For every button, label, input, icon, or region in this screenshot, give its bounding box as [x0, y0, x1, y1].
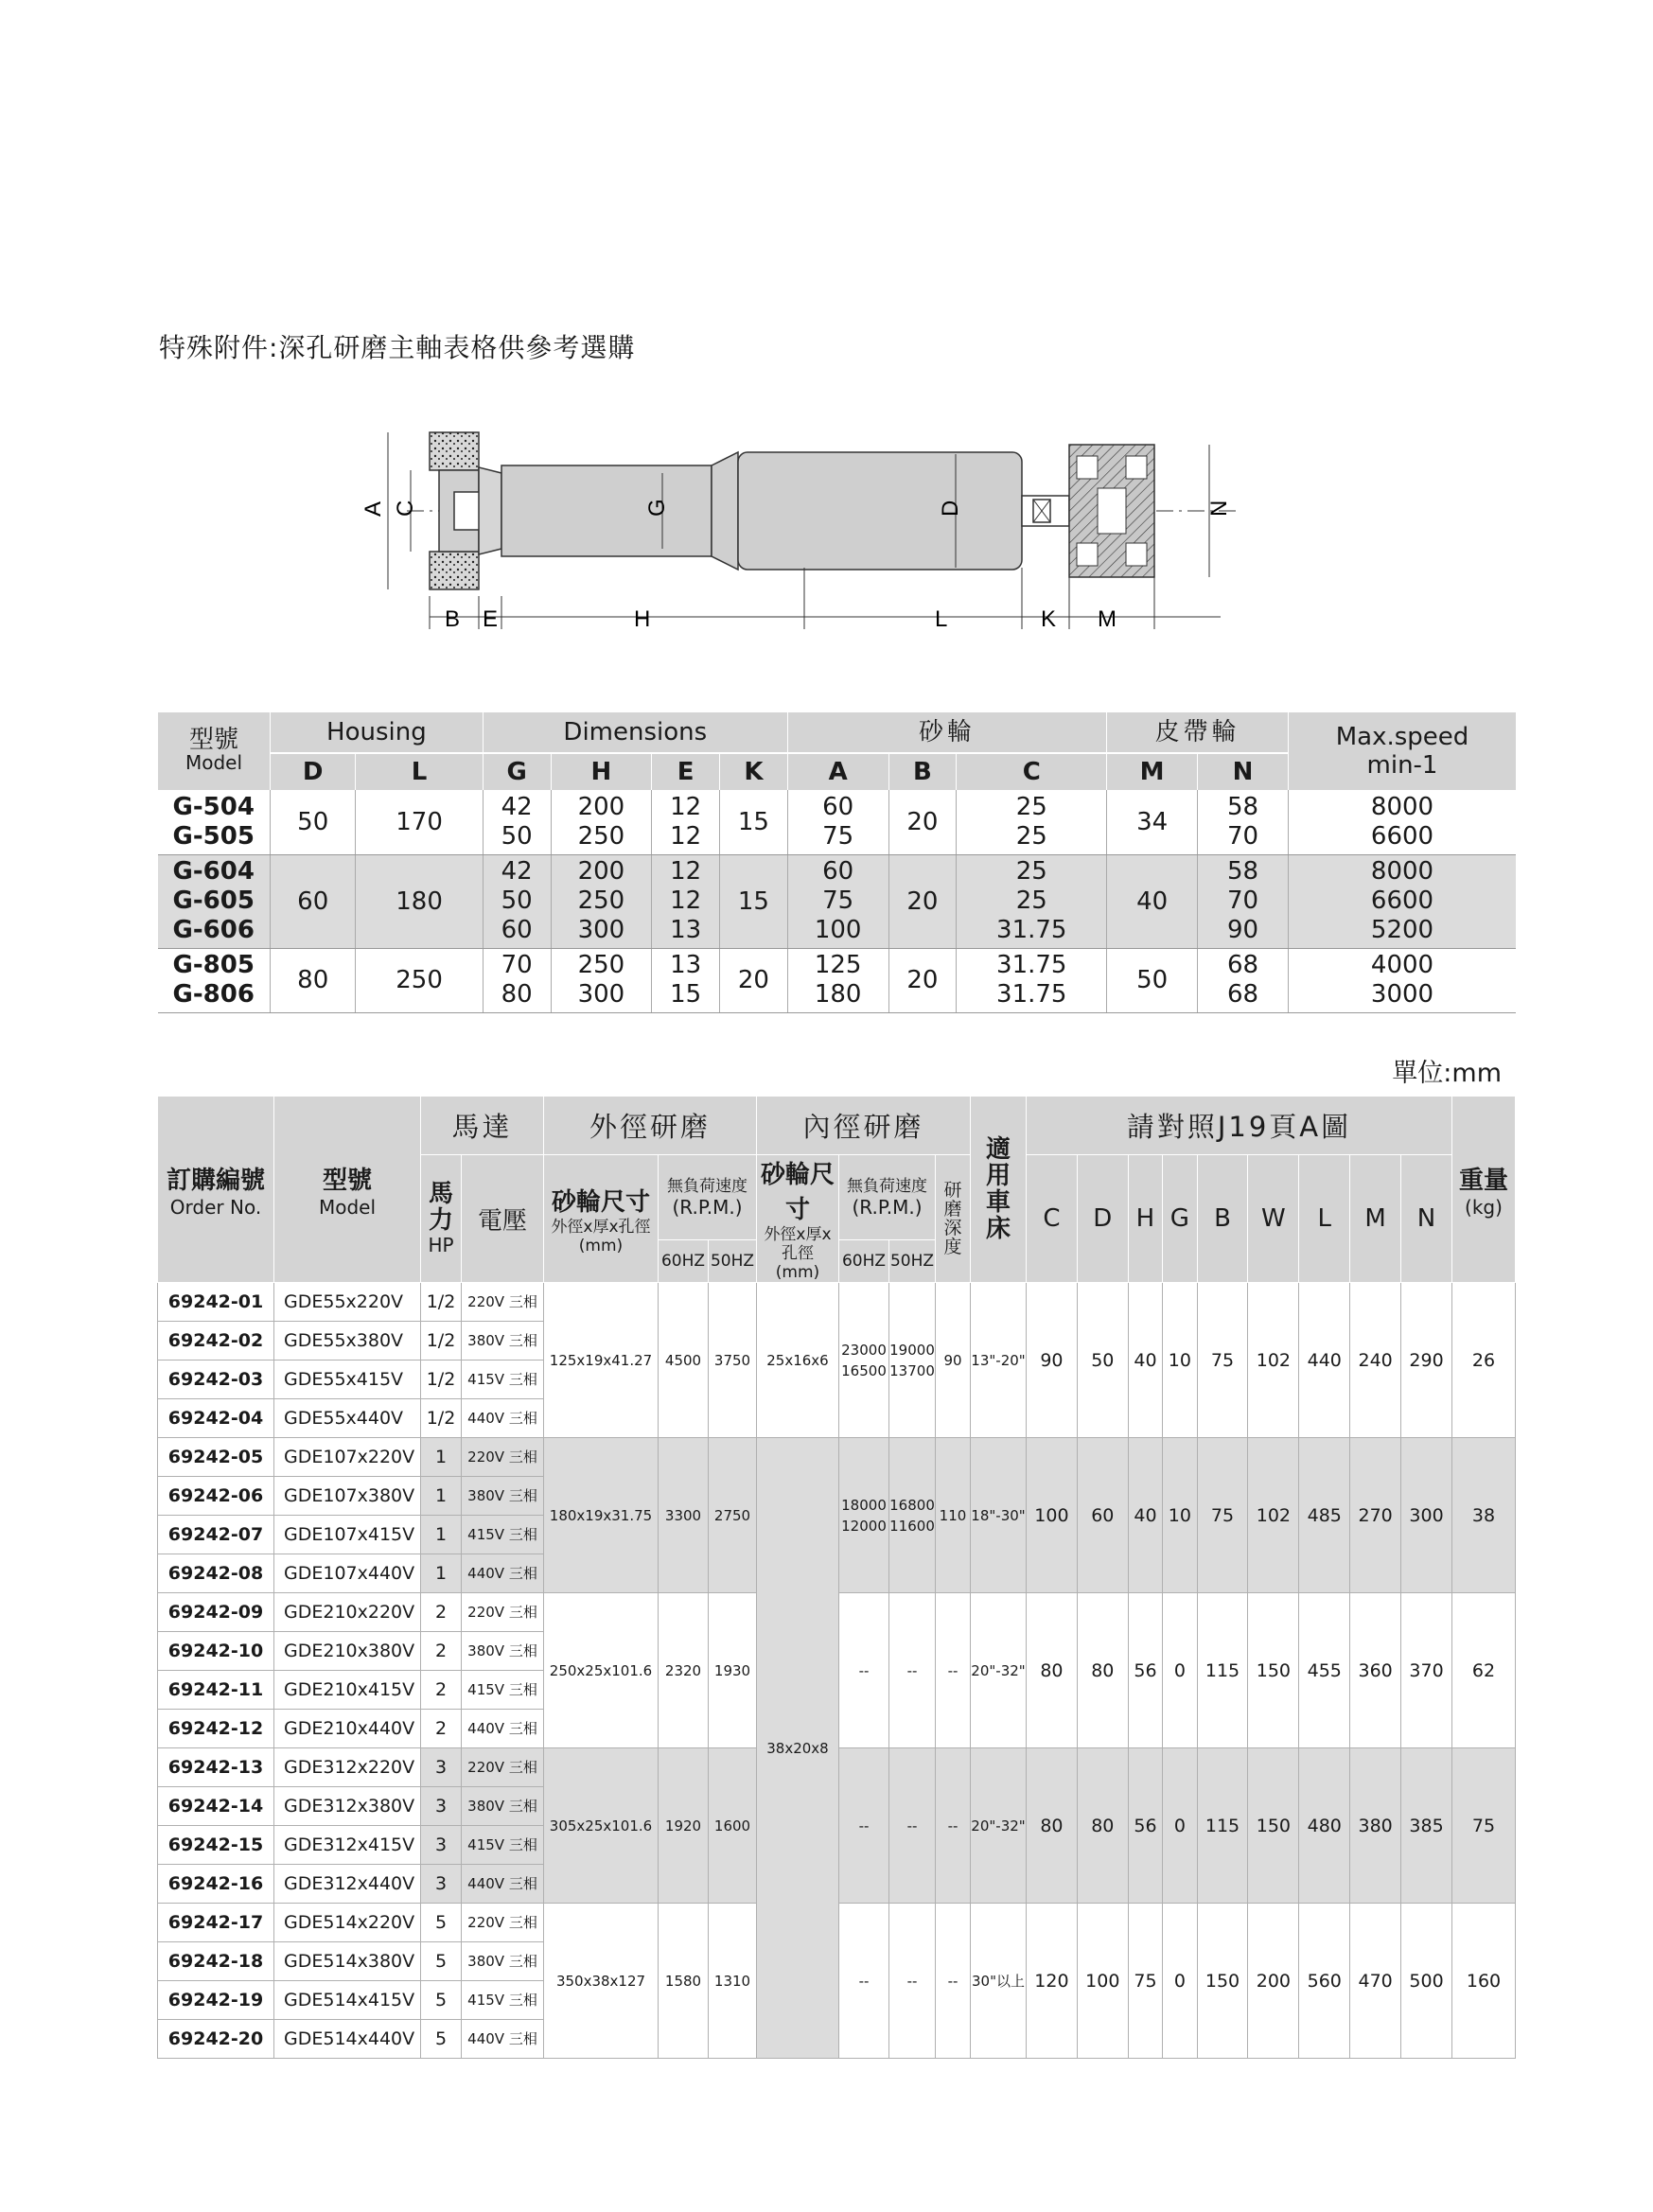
table-row	[158, 1438, 1516, 1477]
dim-G-header: G	[1163, 1155, 1197, 1283]
order-model: GDE55x220V	[274, 1283, 421, 1322]
order-model: GDE210x220V	[274, 1593, 421, 1632]
order-model: GDE55x440V	[274, 1399, 421, 1438]
grinding-depth: --	[936, 1748, 971, 1904]
pulley-header: 皮帶輪	[1107, 712, 1289, 753]
label-E: E	[483, 606, 499, 632]
order-voltage: 415V 三相	[462, 1826, 544, 1865]
id-50hz-header: 50HZ	[889, 1240, 936, 1283]
ref-header: 請對照J19頁A圖	[1027, 1097, 1452, 1155]
dim-N: 385	[1401, 1748, 1452, 1904]
spec-M: 50	[1107, 948, 1198, 1012]
order-code: 69242-10	[158, 1632, 274, 1671]
order-code: 69242-20	[158, 2020, 274, 2059]
order-model: GDE514x415V	[274, 1981, 421, 2020]
dim-L: 455	[1299, 1593, 1350, 1748]
spec-C: 25 25 31.75	[957, 854, 1107, 948]
dim-D-header: D	[1077, 1155, 1128, 1283]
order-model: GDE312x380V	[274, 1787, 421, 1826]
dim-G: 10	[1163, 1283, 1197, 1438]
spec-table	[157, 712, 1516, 1013]
order-model: GDE55x415V	[274, 1361, 421, 1399]
order-hp: 3	[421, 1826, 462, 1865]
spec-speed: 4000 3000	[1289, 948, 1517, 1012]
spec-col-M: M	[1107, 753, 1198, 790]
spec-col-A: A	[787, 753, 888, 790]
spec-col-N: N	[1198, 753, 1289, 790]
spec-K: 15	[720, 790, 788, 854]
lathe-size: 20"-32"	[971, 1593, 1027, 1748]
spec-E: 13 15	[652, 948, 720, 1012]
order-code: 69242-06	[158, 1477, 274, 1516]
order-hp: 2	[421, 1593, 462, 1632]
housing-header: Housing	[271, 712, 484, 753]
order-model: GDE107x440V	[274, 1554, 421, 1593]
spec-col-C: C	[957, 753, 1107, 790]
order-code: 69242-18	[158, 1942, 274, 1981]
spec-models: G-504 G-505	[158, 790, 271, 854]
order-model: GDE210x380V	[274, 1632, 421, 1671]
order-code: 69242-03	[158, 1361, 274, 1399]
order-voltage: 440V 三相	[462, 2020, 544, 2059]
order-model: GDE514x220V	[274, 1904, 421, 1942]
grinding-depth: --	[936, 1593, 971, 1748]
hp-header: 馬力 HP	[421, 1155, 462, 1283]
spec-col-E: E	[652, 753, 720, 790]
od-rpm-60hz: 1580	[659, 1904, 709, 2059]
dim-L: 440	[1299, 1283, 1350, 1438]
dim-B: 75	[1197, 1438, 1248, 1593]
order-voltage: 440V 三相	[462, 1399, 544, 1438]
order-hp: 5	[421, 1904, 462, 1942]
order-code: 69242-05	[158, 1438, 274, 1477]
order-hp: 5	[421, 1981, 462, 2020]
model-header: 型號 Model	[158, 712, 271, 790]
order-voltage: 415V 三相	[462, 1516, 544, 1554]
spec-col-K: K	[720, 753, 788, 790]
spec-D: 80	[271, 948, 356, 1012]
order-hp: 1	[421, 1477, 462, 1516]
order-voltage: 415V 三相	[462, 1671, 544, 1710]
dim-N: 500	[1401, 1904, 1452, 2059]
order-hp: 3	[421, 1865, 462, 1904]
order-no-header: 訂購編號 Order No.	[158, 1097, 274, 1283]
dim-N: 370	[1401, 1593, 1452, 1748]
lathe-size: 18"-30"	[971, 1438, 1027, 1593]
order-hp: 1/2	[421, 1322, 462, 1361]
label-B: B	[445, 606, 461, 632]
od-rpm-50hz: 1310	[709, 1904, 757, 2059]
order-voltage: 220V 三相	[462, 1593, 544, 1632]
dim-C: 120	[1027, 1904, 1078, 2059]
order-code: 69242-15	[158, 1826, 274, 1865]
dim-M: 360	[1350, 1593, 1401, 1748]
id-rpm-50hz: 16800 11600	[889, 1438, 936, 1593]
unit-label: 單位:mm	[1392, 1059, 1502, 1088]
id-rpm-50hz: --	[889, 1748, 936, 1904]
od-rpm-60hz: 3300	[659, 1438, 709, 1593]
weight-header: 重量 (kg)	[1452, 1097, 1516, 1283]
spec-E: 12 12	[652, 790, 720, 854]
page-title: 特殊附件:深孔研磨主軸表格供參考選購	[159, 332, 636, 363]
id-size-header: 砂輪尺寸 外徑x厚x孔徑 (mm)	[757, 1155, 839, 1283]
id-rpm-50hz: --	[889, 1593, 936, 1748]
spec-G: 42 50 60	[483, 854, 551, 948]
order-voltage: 415V 三相	[462, 1981, 544, 2020]
spec-G: 42 50	[483, 790, 551, 854]
od-wheel-size: 125x19x41.27	[544, 1283, 659, 1438]
weight-value: 38	[1452, 1438, 1516, 1593]
spec-H: 200 250 300	[551, 854, 652, 948]
id-rpm-60hz: 23000 16500	[839, 1283, 889, 1438]
spec-col-D: D	[271, 753, 356, 790]
spec-L: 170	[356, 790, 483, 854]
dim-W: 150	[1248, 1593, 1299, 1748]
spec-E: 12 12 13	[652, 854, 720, 948]
spec-M: 34	[1107, 790, 1198, 854]
dim-C: 100	[1027, 1438, 1078, 1593]
dim-G: 10	[1163, 1438, 1197, 1593]
id-wheel-size-shared: 38x20x8	[757, 1438, 839, 2059]
spec-C: 31.75 31.75	[957, 948, 1107, 1012]
spindle-diagram	[350, 416, 1258, 653]
dim-C: 80	[1027, 1748, 1078, 1904]
spec-L: 180	[356, 854, 483, 948]
order-code: 69242-09	[158, 1593, 274, 1632]
order-code: 69242-12	[158, 1710, 274, 1748]
order-hp: 1/2	[421, 1283, 462, 1322]
weight-value: 160	[1452, 1904, 1516, 2059]
order-voltage: 220V 三相	[462, 1438, 544, 1477]
label-L: L	[935, 606, 948, 632]
od-rpm-60hz: 4500	[659, 1283, 709, 1438]
dim-L: 480	[1299, 1748, 1350, 1904]
order-voltage: 220V 三相	[462, 1748, 544, 1787]
dim-W: 200	[1248, 1904, 1299, 2059]
od-rpm-50hz: 1930	[709, 1593, 757, 1748]
order-hp: 3	[421, 1748, 462, 1787]
order-model: GDE107x415V	[274, 1516, 421, 1554]
spec-row	[158, 948, 1517, 1012]
od-grinding-header: 外徑研磨	[544, 1097, 757, 1155]
order-voltage: 440V 三相	[462, 1554, 544, 1593]
dim-L-header: L	[1299, 1155, 1350, 1283]
weight-value: 75	[1452, 1748, 1516, 1904]
dim-M: 240	[1350, 1283, 1401, 1438]
depth-header: 研磨深度	[936, 1155, 971, 1283]
dim-H: 56	[1128, 1593, 1162, 1748]
order-model: GDE210x415V	[274, 1671, 421, 1710]
spec-B: 20	[888, 948, 957, 1012]
lathe-size: 30"以上	[971, 1904, 1027, 2059]
dim-H: 40	[1128, 1283, 1162, 1438]
order-code: 69242-11	[158, 1671, 274, 1710]
order-code: 69242-19	[158, 1981, 274, 2020]
label-H: H	[634, 606, 651, 632]
order-hp: 5	[421, 1942, 462, 1981]
label-G: G	[644, 499, 670, 517]
grinding-depth: 110	[936, 1438, 971, 1593]
dim-C: 80	[1027, 1593, 1078, 1748]
lathe-size: 13"-20"	[971, 1283, 1027, 1438]
dim-D: 60	[1077, 1438, 1128, 1593]
od-wheel-size: 350x38x127	[544, 1904, 659, 2059]
dim-D: 80	[1077, 1593, 1128, 1748]
order-hp: 1	[421, 1516, 462, 1554]
order-voltage: 380V 三相	[462, 1477, 544, 1516]
order-model: GDE210x440V	[274, 1710, 421, 1748]
order-model: GDE312x440V	[274, 1865, 421, 1904]
dim-D: 100	[1077, 1904, 1128, 2059]
id-rpm-50hz: --	[889, 1904, 936, 2059]
dim-M-header: M	[1350, 1155, 1401, 1283]
weight-value: 26	[1452, 1283, 1516, 1438]
wheel-header: 砂輪	[787, 712, 1106, 753]
order-voltage: 220V 三相	[462, 1283, 544, 1322]
dim-H: 56	[1128, 1748, 1162, 1904]
order-code: 69242-04	[158, 1399, 274, 1438]
spec-D: 60	[271, 854, 356, 948]
spec-B: 20	[888, 790, 957, 854]
voltage-header: 電壓	[462, 1155, 544, 1283]
spec-G: 70 80	[483, 948, 551, 1012]
dim-W-header: W	[1248, 1155, 1299, 1283]
dim-B: 150	[1197, 1904, 1248, 2059]
spec-H: 200 250	[551, 790, 652, 854]
od-rpm-60hz: 1920	[659, 1748, 709, 1904]
lathe-header: 適用車床	[971, 1097, 1027, 1283]
dim-C-header: C	[1027, 1155, 1078, 1283]
order-hp: 1	[421, 1438, 462, 1477]
order-model: GDE107x220V	[274, 1438, 421, 1477]
dim-B: 75	[1197, 1283, 1248, 1438]
od-rpm-50hz: 3750	[709, 1283, 757, 1438]
order-hp: 2	[421, 1671, 462, 1710]
spec-col-L: L	[356, 753, 483, 790]
spec-A: 60 75 100	[787, 854, 888, 948]
label-N: N	[1206, 500, 1232, 517]
dim-G: 0	[1163, 1593, 1197, 1748]
order-hp: 1/2	[421, 1399, 462, 1438]
dim-N: 290	[1401, 1283, 1452, 1438]
spec-N: 58 70 90	[1198, 854, 1289, 948]
dim-D: 50	[1077, 1283, 1128, 1438]
order-model: GDE107x380V	[274, 1477, 421, 1516]
order-code: 69242-07	[158, 1516, 274, 1554]
spec-models: G-604 G-605 G-606	[158, 854, 271, 948]
spec-row	[158, 790, 1517, 854]
dim-M: 270	[1350, 1438, 1401, 1593]
weight-value: 62	[1452, 1593, 1516, 1748]
order-hp: 1	[421, 1554, 462, 1593]
od-size-header: 砂輪尺寸 外徑x厚x孔徑 (mm)	[544, 1155, 659, 1283]
motor-header: 馬達	[421, 1097, 544, 1155]
id-grinding-header: 內徑研磨	[757, 1097, 971, 1155]
dim-W: 102	[1248, 1438, 1299, 1593]
dim-H: 40	[1128, 1438, 1162, 1593]
spec-speed: 8000 6600	[1289, 790, 1517, 854]
grinding-depth: --	[936, 1904, 971, 2059]
dim-C: 90	[1027, 1283, 1078, 1438]
order-code: 69242-16	[158, 1865, 274, 1904]
od-wheel-size: 180x19x31.75	[544, 1438, 659, 1593]
label-M: M	[1098, 606, 1117, 632]
dim-D: 80	[1077, 1748, 1128, 1904]
dim-B: 115	[1197, 1748, 1248, 1904]
spec-speed: 8000 6600 5200	[1289, 854, 1517, 948]
spec-N: 58 70	[1198, 790, 1289, 854]
id-rpm-60hz: --	[839, 1593, 889, 1748]
od-wheel-size: 250x25x101.6	[544, 1593, 659, 1748]
dim-G: 0	[1163, 1904, 1197, 2059]
id-rpm-60hz: --	[839, 1748, 889, 1904]
id-60hz-header: 60HZ	[839, 1240, 889, 1283]
speed-header: Max.speed min-1	[1289, 712, 1517, 790]
dim-W: 150	[1248, 1748, 1299, 1904]
label-D: D	[938, 500, 963, 517]
grinding-depth: 90	[936, 1283, 971, 1438]
order-hp: 2	[421, 1710, 462, 1748]
order-model: GDE55x380V	[274, 1322, 421, 1361]
spec-col-B: B	[888, 753, 957, 790]
order-hp: 2	[421, 1632, 462, 1671]
spec-N: 68 68	[1198, 948, 1289, 1012]
label-C: C	[393, 500, 418, 517]
table-row	[158, 1283, 1516, 1322]
spec-A: 60 75	[787, 790, 888, 854]
dim-W: 102	[1248, 1283, 1299, 1438]
order-code: 69242-08	[158, 1554, 274, 1593]
order-voltage: 380V 三相	[462, 1632, 544, 1671]
dim-N: 300	[1401, 1438, 1452, 1593]
spec-col-G: G	[483, 753, 551, 790]
order-hp: 5	[421, 2020, 462, 2059]
order-code: 69242-01	[158, 1283, 274, 1322]
spec-B: 20	[888, 854, 957, 948]
order-code: 69242-02	[158, 1322, 274, 1361]
order-model: GDE312x220V	[274, 1748, 421, 1787]
order-voltage: 380V 三相	[462, 1787, 544, 1826]
dim-H: 75	[1128, 1904, 1162, 2059]
order-hp: 1/2	[421, 1361, 462, 1399]
dim-M: 380	[1350, 1748, 1401, 1904]
id-wheel-size: 25x16x6	[757, 1283, 839, 1438]
label-K: K	[1041, 606, 1057, 632]
order-voltage: 220V 三相	[462, 1904, 544, 1942]
order-hp: 3	[421, 1787, 462, 1826]
order-model: GDE514x440V	[274, 2020, 421, 2059]
dim-H-header: H	[1128, 1155, 1162, 1283]
spec-col-H: H	[551, 753, 652, 790]
id-rpm-60hz: --	[839, 1904, 889, 2059]
label-A: A	[360, 500, 386, 517]
spec-K: 15	[720, 854, 788, 948]
od-60hz-header: 60HZ	[659, 1240, 709, 1283]
order-table	[157, 1096, 1516, 2059]
order-voltage: 440V 三相	[462, 1865, 544, 1904]
order-voltage: 380V 三相	[462, 1322, 544, 1361]
order-model: GDE514x380V	[274, 1942, 421, 1981]
dim-B-header: B	[1197, 1155, 1248, 1283]
spec-H: 250 300	[551, 948, 652, 1012]
dim-L: 560	[1299, 1904, 1350, 2059]
dim-N-header: N	[1401, 1155, 1452, 1283]
dim-G: 0	[1163, 1748, 1197, 1904]
dim-L: 485	[1299, 1438, 1350, 1593]
od-wheel-size: 305x25x101.6	[544, 1748, 659, 1904]
lathe-size: 20"-32"	[971, 1748, 1027, 1904]
order-code: 69242-14	[158, 1787, 274, 1826]
order-voltage: 440V 三相	[462, 1710, 544, 1748]
order-voltage: 380V 三相	[462, 1942, 544, 1981]
dimensions-header: Dimensions	[483, 712, 787, 753]
order-code: 69242-17	[158, 1904, 274, 1942]
order-code: 69242-13	[158, 1748, 274, 1787]
od-rpm-60hz: 2320	[659, 1593, 709, 1748]
spec-L: 250	[356, 948, 483, 1012]
od-rpm-50hz: 1600	[709, 1748, 757, 1904]
order-voltage: 415V 三相	[462, 1361, 544, 1399]
spec-A: 125 180	[787, 948, 888, 1012]
order-model: GDE312x415V	[274, 1826, 421, 1865]
spec-C: 25 25	[957, 790, 1107, 854]
dim-B: 115	[1197, 1593, 1248, 1748]
id-rpm-header: 無負荷速度 (R.P.M.)	[839, 1155, 936, 1240]
od-rpm-50hz: 2750	[709, 1438, 757, 1593]
od-50hz-header: 50HZ	[709, 1240, 757, 1283]
spec-row	[158, 854, 1517, 948]
id-rpm-50hz: 19000 13700	[889, 1283, 936, 1438]
spec-M: 40	[1107, 854, 1198, 948]
spec-models: G-805 G-806	[158, 948, 271, 1012]
dim-M: 470	[1350, 1904, 1401, 2059]
order-model-header: 型號 Model	[274, 1097, 421, 1283]
spec-K: 20	[720, 948, 788, 1012]
id-rpm-60hz: 18000 12000	[839, 1438, 889, 1593]
od-rpm-header: 無負荷速度 (R.P.M.)	[659, 1155, 757, 1240]
spec-D: 50	[271, 790, 356, 854]
